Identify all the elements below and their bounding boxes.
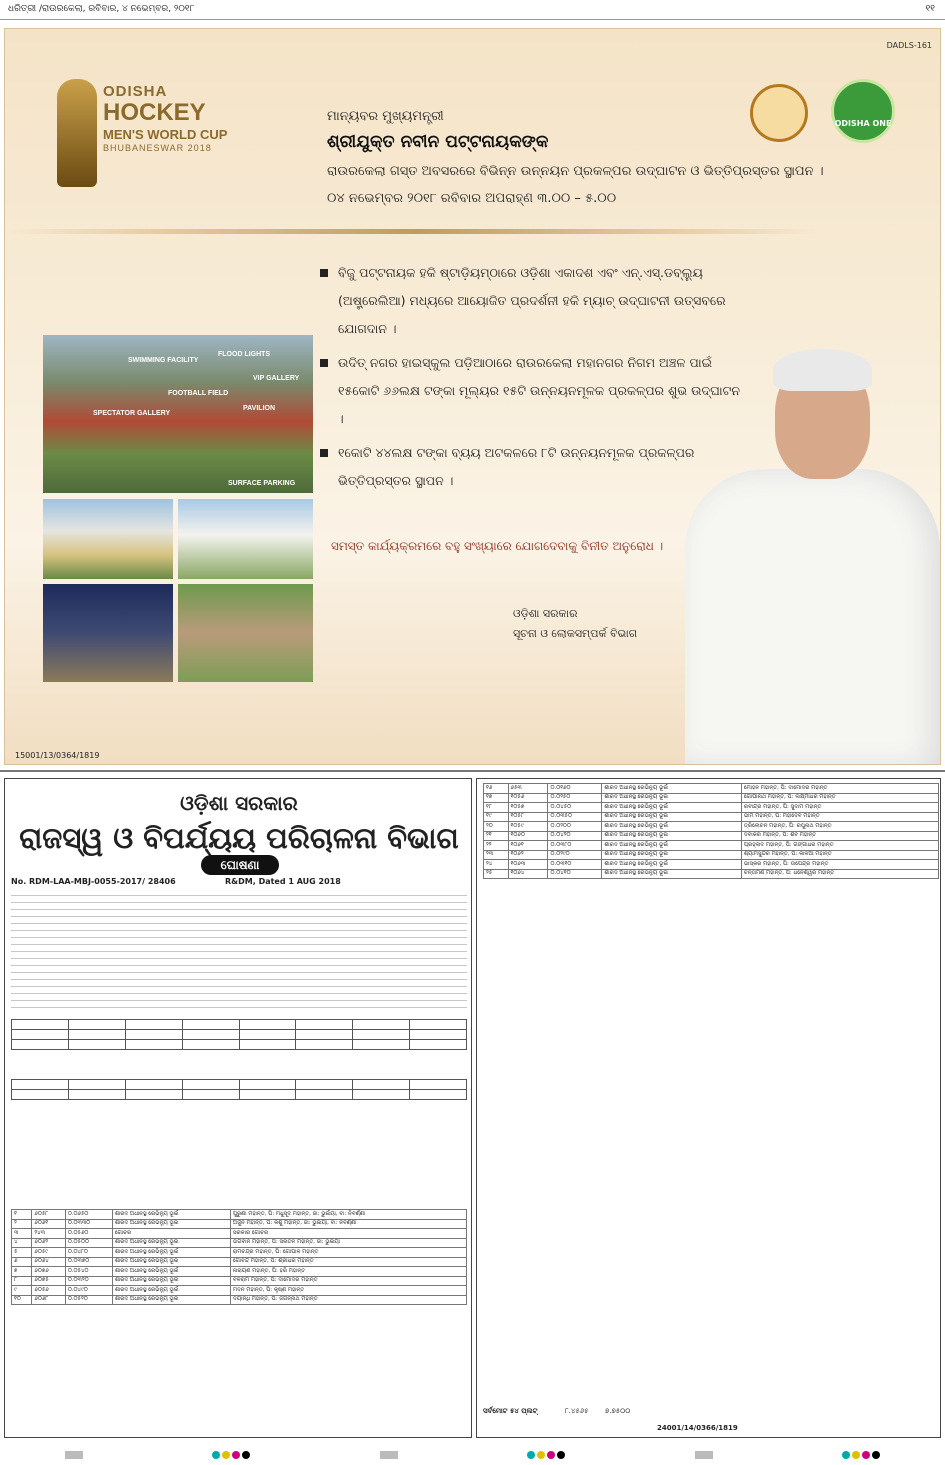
- table-cell: ଦୟାନିଧି ମହାନ୍ତ, ପି: ଜଗନ୍ନାଥ ମହାନ୍ତ: [230, 1295, 466, 1305]
- heading-line-2: ଶ୍ରୀଯୁକ୍ତ ନବୀନ ପଟ୍ଟନାୟକଙ୍କ: [327, 132, 549, 152]
- divider: [0, 770, 945, 772]
- odisha-one-label: ODISHA ONE: [834, 119, 892, 128]
- logo-line-2: HOCKEY: [103, 99, 206, 126]
- table-row: [12, 1276, 467, 1286]
- table-cell: ଚିନ୍ତାମଣି ମହାନ୍ତ, ପି: ଧନେଶ୍ୱର ମହାନ୍ତ: [741, 869, 938, 879]
- table-cell: ୦.୦୪୧୦: [548, 869, 602, 879]
- logo-line-1: ODISHA: [103, 83, 168, 100]
- table-cell: ୨୨: [484, 841, 509, 851]
- table-cell: ଶାରଦ ଅଧୀନସ୍ଥ ରେଭିନ୍ୟୁ ଭୂଇଁ: [112, 1248, 230, 1258]
- table-row: [484, 822, 939, 832]
- notice-date: R&DM, Dated 1 AUG 2018: [225, 877, 341, 886]
- table-cell: ୦.୦୪୯୦: [65, 1286, 112, 1296]
- heading-line-3: ରାଉରକେଲା ଗସ୍ତ ଅବସରରେ ବିଭିନ୍ନ ଉନ୍ନୟନ ପ୍ରକଳ୍ପର ଉଦ୍‌ଘାଟନ ଓ ଭିତ୍ତିପ୍ରସ୍ତର ସ୍ଥାପନ ।: [327, 164, 824, 179]
- table-cell: ୬୦୫୮: [32, 1210, 65, 1220]
- total-label: ସର୍ବମୋଟ ୫୪ ପ୍ଲଟ୍: [483, 1407, 538, 1415]
- table-cell: ବଳରାମ ମହାନ୍ତ, ପି: ଦାମୋଦର ମହାନ୍ତ: [230, 1276, 466, 1286]
- table-cell: ୦.୦୩୭୦: [65, 1257, 112, 1267]
- table-cell: ଦିବାକର ମହାନ୍ତ, ପି: ଶିବ ମହାନ୍ତ: [741, 831, 938, 841]
- table-cell: ଶାରଦ ଅଧୀନସ୍ଥ ରେଭିନ୍ୟୁ ଭୂଇଁ: [602, 860, 742, 870]
- table-cell: ସରକାର ଗୋଚର: [230, 1229, 466, 1239]
- hockey-world-cup-logo: [57, 79, 257, 189]
- building-photo: [178, 499, 313, 579]
- logo-line-4: BHUBANESWAR 2018: [103, 143, 212, 153]
- table-cell: ୩: [12, 1229, 32, 1239]
- table-cell: ୬୦୭୬: [32, 1267, 65, 1277]
- schedule-table: [11, 1019, 467, 1050]
- table-cell: ୪: [12, 1238, 32, 1248]
- table-cell: ୨୧: [484, 831, 509, 841]
- label-spectator: SPECTATOR GALLERY: [93, 410, 171, 417]
- table-row: [484, 850, 939, 860]
- table-row: [12, 1248, 467, 1258]
- table-cell: ଶାରଦ ଅଧୀନସ୍ଥ ରେଭିନ୍ୟୁ ଭୂଇଁ: [112, 1238, 230, 1248]
- table-cell: ଭାସ୍କର ମହାନ୍ତ, ପି: ଉପେନ୍ଦ୍ର ମହାନ୍ତ: [741, 860, 938, 870]
- table-cell: ୦.୦୪୫୦: [548, 803, 602, 813]
- table-cell: ଶାରଦ ଅଧୀନସ୍ଥ ରେଭିନ୍ୟୁ ଭୂଇଁ: [602, 850, 742, 860]
- logo-line-3: MEN'S WORLD CUP: [103, 127, 228, 142]
- table-cell: ୧୮: [484, 803, 509, 813]
- table-cell: ଭଗବାନ ମହାନ୍ତ, ପି: ସନାତନ ମହାନ୍ତ, ଜା: ଭୁଇଁୟା: [230, 1238, 466, 1248]
- table-cell: ୧୦୬୨: [508, 850, 548, 860]
- event-bullets: [320, 259, 740, 501]
- table-cell: ୦.୦୪୨୦: [548, 831, 602, 841]
- total-value-1: ୮.୪୫୬୫: [565, 1407, 589, 1415]
- table-row: [484, 812, 939, 822]
- table-cell: ରାମଚନ୍ଦ୍ର ମହାନ୍ତ, ପି: ଗୋପାଳ ମହାନ୍ତ: [230, 1248, 466, 1258]
- table-cell: ୦.୦୪୮୦: [65, 1248, 112, 1258]
- table-cell: ୦.୦୨୦୦: [548, 822, 602, 832]
- table-row: [12, 1219, 467, 1229]
- table-cell: ୦.୦୫୦୦: [65, 1238, 112, 1248]
- table-cell: ୧୦୫୮: [508, 812, 548, 822]
- table-cell: ୦.୦୧୬୦: [548, 784, 602, 794]
- notice-footer-code: 24001/14/0366/1819: [657, 1424, 738, 1432]
- table-cell: ଗୋଚର: [112, 1229, 230, 1239]
- table-cell: ଶାରଦ ଅଧୀନସ୍ଥ ରେଭିନ୍ୟୁ ଭୂଇଁ: [602, 812, 742, 822]
- table-cell: ୬୦୬୪: [32, 1257, 65, 1267]
- table-cell: ୦.୦୩୮୦: [548, 841, 602, 851]
- land-notice-left: [4, 778, 472, 1438]
- table-cell: ଶାରଦ ଅଧୀନସ୍ଥ ରେଭିନ୍ୟୁ ଭୂଇଁ: [602, 784, 742, 794]
- land-table: [11, 1209, 467, 1305]
- table-row: [12, 1267, 467, 1277]
- table-cell: ୬୦୫୬: [32, 1286, 65, 1296]
- table-row: [484, 793, 939, 803]
- table-cell: ଶାରଦ ଅଧୀନସ୍ଥ ରେଭିନ୍ୟୁ ଭୂଇଁ: [602, 822, 742, 832]
- print-registration-bar: [0, 1444, 945, 1465]
- park-photo: [178, 584, 313, 682]
- table-row: [484, 841, 939, 851]
- chief-minister-photo: [685, 349, 940, 765]
- table-cell: ୦.୦୨୯୦: [548, 850, 602, 860]
- table-cell: ୧୦୬୩: [508, 860, 548, 870]
- appeal-text: ସମସ୍ତ କାର୍ଯ୍ୟକ୍ରମରେ ବହୁ ସଂଖ୍ୟାରେ ଯୋଗଦେବାକୁ ବିନୀତ ଅନୁରୋଧ ।: [331, 539, 664, 553]
- trophy-icon: [57, 79, 97, 187]
- table-cell: ମଦନ ମହାନ୍ତ, ପି: କୃଷ୍ଣ ମହାନ୍ତ: [230, 1286, 466, 1296]
- table-row: [12, 1210, 467, 1220]
- street-lights-photo: [43, 584, 173, 682]
- page-header-strip: [0, 0, 945, 20]
- table-cell: ରବୀନ୍ଦ୍ର ମହାନ୍ତ, ପି: ସୁଦାମ ମହାନ୍ତ: [741, 803, 938, 813]
- table-cell: ଶାରଦ ଅଧୀନସ୍ଥ ରେଭିନ୍ୟୁ ଭୂଇଁ: [602, 803, 742, 813]
- table-cell: ୦.୦୨୫୦: [548, 793, 602, 803]
- label-parking: SURFACE PARKING: [228, 480, 296, 487]
- table-cell: ଶାରଦ ଅଧୀନସ୍ଥ ରେଭିନ୍ୟୁ ଭୂଇଁ: [112, 1276, 230, 1286]
- table-row: [484, 784, 939, 794]
- land-notice-right: [476, 778, 941, 1438]
- ad-heading: [327, 89, 847, 206]
- table-cell: ୧୭: [484, 793, 509, 803]
- table-cell: ୬୦୫୯: [32, 1248, 65, 1258]
- table-cell: ୨୫: [484, 869, 509, 879]
- table-row: [484, 803, 939, 813]
- bullet-item: ବିଜୁ ପଟ୍ଟନାୟକ ହକି ଷ୍ଟାଡ଼ିୟମ୍‌ଠାରେ ଓଡ଼ିଶା ଏକାଦଶ ଏବଂ ଏନ୍‌.ଏସ୍‌.ଡବ୍ଲ୍ୟୁ (ଅଷ୍ଟ୍ରେଲିଆ) ମଧ୍ୟରେ ଆୟୋଜିତ ପ୍ରଦର୍ଶନୀ ହକି ମ୍ୟାଚ୍ ଉଦ୍‌ଘାଟନୀ ଉତ୍ସବରେ ଯୋଗଦାନ ।: [320, 259, 740, 343]
- table-cell: ୨୪: [484, 860, 509, 870]
- table-cell: ମୋହନ ମହାନ୍ତ, ପି: ଦାମୋଦର ମହାନ୍ତ: [741, 784, 938, 794]
- table-cell: ୦.୦୩୧୦: [548, 860, 602, 870]
- table-cell: ୧୦୫୬: [508, 793, 548, 803]
- table-cell: ୦.୦୬୫୦: [65, 1210, 112, 1220]
- table-row: [12, 1257, 467, 1267]
- table-cell: ୧: [12, 1210, 32, 1220]
- table-cell: ୨: [12, 1219, 32, 1229]
- notice-department: ରାଜସ୍ୱ ଓ ବିପର୍ଯ୍ୟୟ ପରିଚାଳନା ବିଭାଗ: [19, 821, 459, 855]
- table-cell: ୦.୦୫୬୦: [65, 1229, 112, 1239]
- table-cell: ୧୦: [12, 1295, 32, 1305]
- heading-line-4: ୦୪ ନଭେମ୍ବର ୨୦୧୮ ରବିବାର ଅପରାହ୍ଣ ୩.୦୦ – ୫.୦୦: [327, 191, 617, 206]
- table-row: [12, 1238, 467, 1248]
- table-cell: ପ୍ରହ୍ଲାଦ ମହାନ୍ତ, ପି: ଗଙ୍ଗାଧର ମହାନ୍ତ: [741, 841, 938, 851]
- table-cell: ଶାରଦ ଅଧୀନସ୍ଥ ରେଭିନ୍ୟୁ ଭୂଇଁ: [112, 1210, 230, 1220]
- label-vip: VIP GALLERY: [253, 375, 300, 382]
- table-cell: ୬୦୬୨: [32, 1238, 65, 1248]
- table-cell: ଶାରଦ ଅଧୀନସ୍ଥ ରେଭିନ୍ୟୁ ଭୂଇଁ: [602, 793, 742, 803]
- table-cell: ଶାରଦ ଅଧୀନସ୍ଥ ରେଭିନ୍ୟୁ ଭୂଇଁ: [602, 831, 742, 841]
- table-cell: ୧୬: [484, 784, 509, 794]
- table-cell: ୨୪୩: [32, 1229, 65, 1239]
- label-pavilion: PAVILION: [243, 405, 276, 412]
- table-row: [484, 869, 939, 879]
- total-value-2: ୭.୭୫୦୦: [605, 1407, 631, 1415]
- table-cell: ୦.୦୩୫୦: [548, 812, 602, 822]
- table-cell: ୦.୦୫୪୦: [65, 1267, 112, 1277]
- sign-government: ଓଡ଼ିଶା ସରକାର: [513, 607, 578, 620]
- table-cell: ଶାରଦ ଅଧୀନସ୍ଥ ରେଭିନ୍ୟୁ ଭୂଇଁ: [602, 841, 742, 851]
- table-cell: ଭୀମ ମହାନ୍ତ, ପି: ମହାଦେବ ମହାନ୍ତ: [741, 812, 938, 822]
- notice-badge: ଘୋଷଣା: [201, 855, 279, 875]
- table-cell: ଶାରଦ ଅଧୀନସ୍ଥ ରେଭିନ୍ୟୁ ଭୂଇଁ: [112, 1219, 230, 1229]
- heading-line-1: ମାନ୍ୟବର ମୁଖ୍ୟମନ୍ତ୍ରୀ: [327, 109, 444, 124]
- table-cell: ନାରାୟଣ ମହାନ୍ତ, ପି: ହରି ମହାନ୍ତ: [230, 1267, 466, 1277]
- table-cell: ୭: [12, 1267, 32, 1277]
- table-row: [484, 860, 939, 870]
- divider: [9, 229, 819, 234]
- table-cell: ୬୦୭୫: [32, 1276, 65, 1286]
- table-cell: ୮: [12, 1276, 32, 1286]
- table-cell: ୬୫୩: [508, 784, 548, 794]
- signature-block: [513, 604, 637, 644]
- table-cell: ଶାରଦ ଅଧୀନସ୍ଥ ରେଭିନ୍ୟୁ ଭୂଇଁ: [112, 1267, 230, 1277]
- table-cell: ପୁରୁଣା ମହାନ୍ତ, ପି: ମଧୁସୂଦ ମହାନ୍ତ, ଜା: ଭୁଇଁୟା, ବା: ନିବର୍ଣ୍ଣୀ: [230, 1210, 466, 1220]
- stadium-rendering-image: [43, 335, 313, 493]
- page-number: ୧୧: [925, 4, 935, 14]
- table-cell: ଶାରଦ ଅଧୀନସ୍ଥ ରେଭିନ୍ୟୁ ଭୂଇଁ: [112, 1295, 230, 1305]
- table-cell: ୧୦୫୭: [508, 803, 548, 813]
- table-cell: ୬: [12, 1257, 32, 1267]
- table-cell: ୧୦୫୯: [508, 822, 548, 832]
- notice-body-text: [11, 889, 467, 1009]
- table-cell: ୬୦୬୮: [32, 1295, 65, 1305]
- table-cell: ୨୩: [484, 850, 509, 860]
- building-photo: [43, 499, 173, 579]
- land-table: [483, 783, 939, 879]
- table-cell: ଶାରଦ ଅଧୀନସ୍ଥ ରେଭିନ୍ୟୁ ଭୂଇଁ: [112, 1257, 230, 1267]
- table-cell: ୧୦୬୪: [508, 869, 548, 879]
- table-cell: ତ୍ରିଲୋଚନ ମହାନ୍ତ, ପି: ରଘୁନାଥ ମହାନ୍ତ: [741, 822, 938, 832]
- notice-government: ଓଡ଼ିଶା ସରକାର: [180, 791, 298, 815]
- table-cell: ୯: [12, 1286, 32, 1296]
- ad-code: DADLS-161: [886, 41, 932, 50]
- table-cell: ଅର୍ଜୁନ ମହାନ୍ତ, ପି: କିଶୁ ମହାନ୍ତ, ଜା: ଭୁଇଁୟା, ବା: ନିବର୍ଣ୍ଣୀ: [230, 1219, 466, 1229]
- label-swimming: SWIMMING FACILITY: [128, 357, 199, 364]
- sign-department: ସୂଚନା ଓ ଲୋକସମ୍ପର୍କ ବିଭାଗ: [513, 627, 638, 640]
- ad-footer-code: 15001/13/0364/1819: [15, 751, 100, 760]
- table-cell: ଶାରଦ ଅଧୀନସ୍ଥ ରେଭିନ୍ୟୁ ଭୂଇଁ: [112, 1286, 230, 1296]
- table-cell: ୫: [12, 1248, 32, 1258]
- table-cell: ଗୋବିନ୍ଦ ମହାନ୍ତ, ପି: ଶ୍ରୀଧର ମହାନ୍ତ: [230, 1257, 466, 1267]
- table-cell: ୧୦୬୧: [508, 841, 548, 851]
- table-row: [12, 1286, 467, 1296]
- bullet-item: ୧କୋଟି ୪୪ଲକ୍ଷ ଟଙ୍କା ବ୍ୟୟ ଅଟକଳରେ ୮ଟି ଉନ୍ନୟନମୂଳକ ପ୍ରକଳ୍ପର ଭିତ୍ତିପ୍ରସ୍ତର ସ୍ଥାପନ ।: [320, 439, 740, 495]
- bullet-item: ଉଦିତ୍ ନଗର ହାଇସ୍କୁଲ ପଡ଼ିଆଠାରେ ରାଉରକେଲା ମହାନଗର ନିଗମ ଅଞ୍ଚଳ ପାଇଁ ୧୫କୋଟି ୬୬ଲକ୍ଷ ଟଙ୍କା ମୂଲ୍ୟର ୧୫ଟି ଉନ୍ନୟନମୂଳକ ପ୍ରକଳ୍ପର ଶୁଭ ଉଦ୍‌ଘାଟନ ।: [320, 349, 740, 433]
- table-row: [12, 1295, 467, 1305]
- government-advertisement: [4, 28, 941, 765]
- table-cell: ୦.୦୩୨୦: [65, 1276, 112, 1286]
- table-cell: ଗୋପୀନାଥ ମହାନ୍ତ, ପି: ଲକ୍ଷ୍ମୀଧର ମହାନ୍ତ: [741, 793, 938, 803]
- table-cell: ୦.୦୩୩୦: [65, 1219, 112, 1229]
- label-football: FOOTBALL FIELD: [168, 390, 229, 397]
- schedule-table: [11, 1079, 467, 1100]
- table-cell: ୨୦: [484, 822, 509, 832]
- masthead: ଧରିତ୍ରୀ /ରାଉରକେଲା, ରବିବାର, ୪ ନଭେମ୍ବର, ୨୦୧୮: [8, 4, 195, 14]
- table-cell: ଶାରଦ ଅଧୀନସ୍ଥ ରେଭିନ୍ୟୁ ଭୂଇଁ: [602, 869, 742, 879]
- label-flood: FLOOD LIGHTS: [218, 351, 271, 358]
- table-row: [12, 1229, 467, 1239]
- table-row: [484, 831, 939, 841]
- table-cell: ୧୯: [484, 812, 509, 822]
- table-cell: ୬୦୬୧: [32, 1219, 65, 1229]
- notice-number: No. RDM-LAA-MBJ-0055-2017/ 28406: [11, 877, 176, 886]
- table-cell: ୧୦୬୦: [508, 831, 548, 841]
- table-cell: ୦.୦୫୨୦: [65, 1295, 112, 1305]
- table-cell: ଶ୍ୟାମସୁନ୍ଦର ମହାନ୍ତ, ପି: କାଳିଆ ମହାନ୍ତ: [741, 850, 938, 860]
